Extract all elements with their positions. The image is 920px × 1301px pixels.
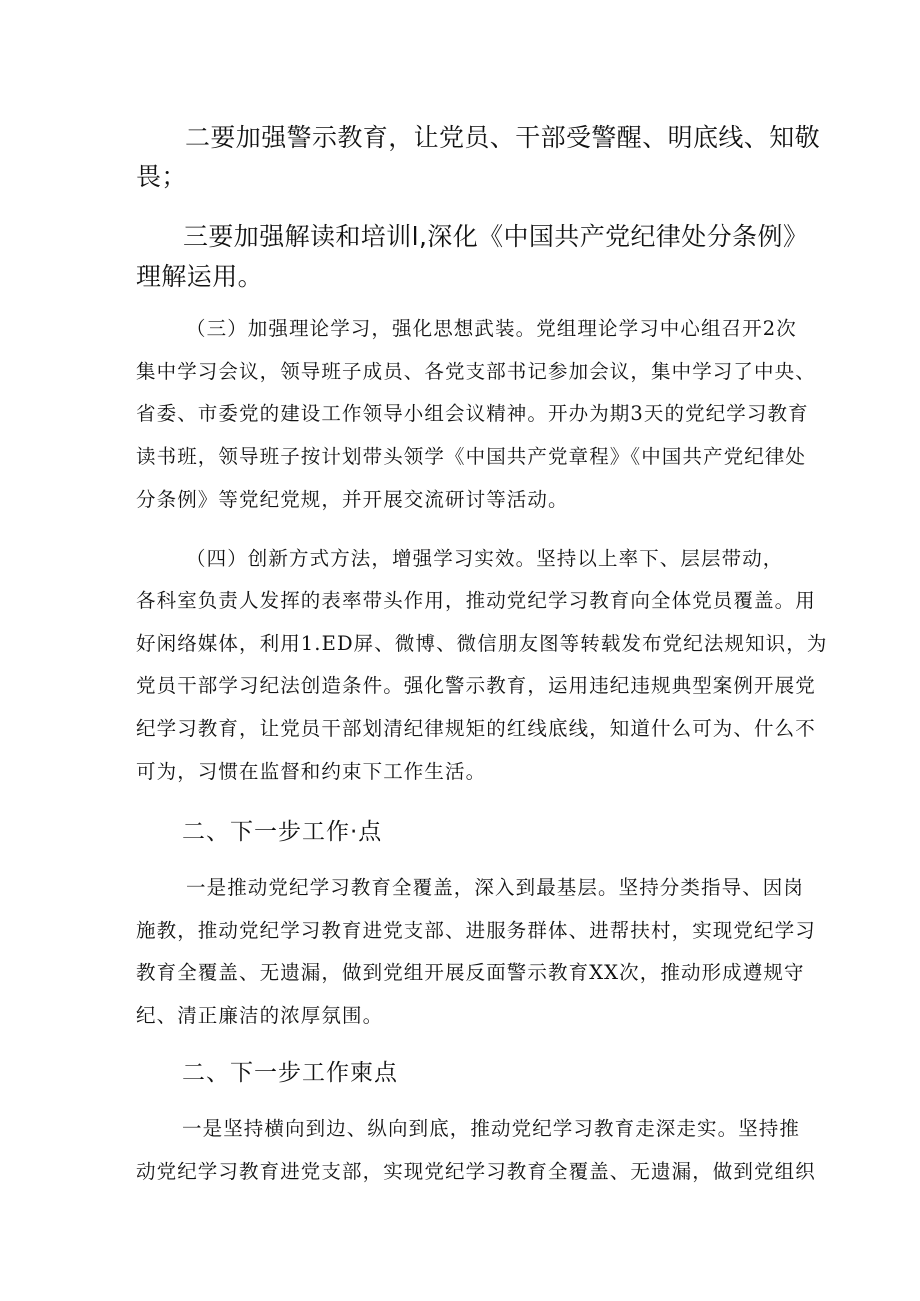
- section-heading-next-focus: 二、下一步工作柬点: [182, 1060, 398, 1086]
- next-steps-line: 一是推动党纪学习教育全覆盖，深入到最基层。坚持分类指导、因岗: [186, 876, 805, 899]
- section-4-line: 党员干部学习纪法创造条件。强化警示教育，运用违纪违规典型案例开展党: [136, 674, 816, 697]
- section-4-line: （四）创新方式方法，增强学习实效。坚持以上率下、层层带动，: [186, 547, 784, 570]
- para-two-line-2: 畏；: [136, 162, 187, 191]
- section-4-line: 好闲络媒体，利用1.ED屏、微博、微信朋友图等转载发布党纪法规知识，为: [136, 632, 828, 655]
- para-two-line-1: 二要加强警示教育，让党员、干部受警醒、明底线、知敬: [185, 123, 821, 152]
- next-steps-line: 纪、清正廉洁的浓厚氛围。: [136, 1004, 384, 1027]
- next-steps-line: 教育全覆盖、无遗漏，做到党组开展反面警示教育XX次，推动形成遵规守: [136, 961, 805, 984]
- section-3-line: （三）加强理论学习，强化思想武装。党组理论学习中心组召开2次: [186, 317, 797, 340]
- section-heading-next-steps: 二、下一步工作·点: [182, 819, 383, 845]
- section-3-line: 读书班，领导班子按计划带头领学《中国共产党章程》《中国共产党纪律处: [136, 445, 807, 468]
- section-3-line: 分条例》等党纪党规，并开展交流研讨等活动。: [136, 488, 569, 511]
- section-4-line: 各科室负责人发挥的表率带头作用，推动党纪学习教育向全体党员覆盖。用: [136, 589, 816, 612]
- next-steps-line: 施教，推动党纪学习教育进党支部、进服务群体、进帮扶村，实现党纪学习: [136, 919, 816, 942]
- next-focus-line: 动党纪学习教育进党支部，实现党纪学习教育全覆盖、无遗漏，做到党组织: [136, 1160, 816, 1183]
- section-3-line: 集中学习会议，领导班子成员、各党支部书记参加会议，集中学习了中央、: [136, 360, 816, 383]
- section-4-line: 可为，习惯在监督和约束下工作生活。: [136, 760, 487, 783]
- section-4-line: 纪学习教育，让党员干部划清纪律规矩的红线底线，知道什么可为、什么不: [136, 717, 816, 740]
- para-three-line-1: 三要加强解读和培训l,深化《中国共产党纪律处分条例》: [183, 222, 809, 251]
- para-three-line-2: 理解运用。: [136, 262, 264, 291]
- next-focus-line: 一是坚持横向到边、纵向到底，推动党纪学习教育走深走实。坚持推: [182, 1117, 801, 1140]
- section-3-line: 省委、市委党的建设工作领导小组会议精神。开办为期3天的党纪学习教育: [136, 402, 809, 425]
